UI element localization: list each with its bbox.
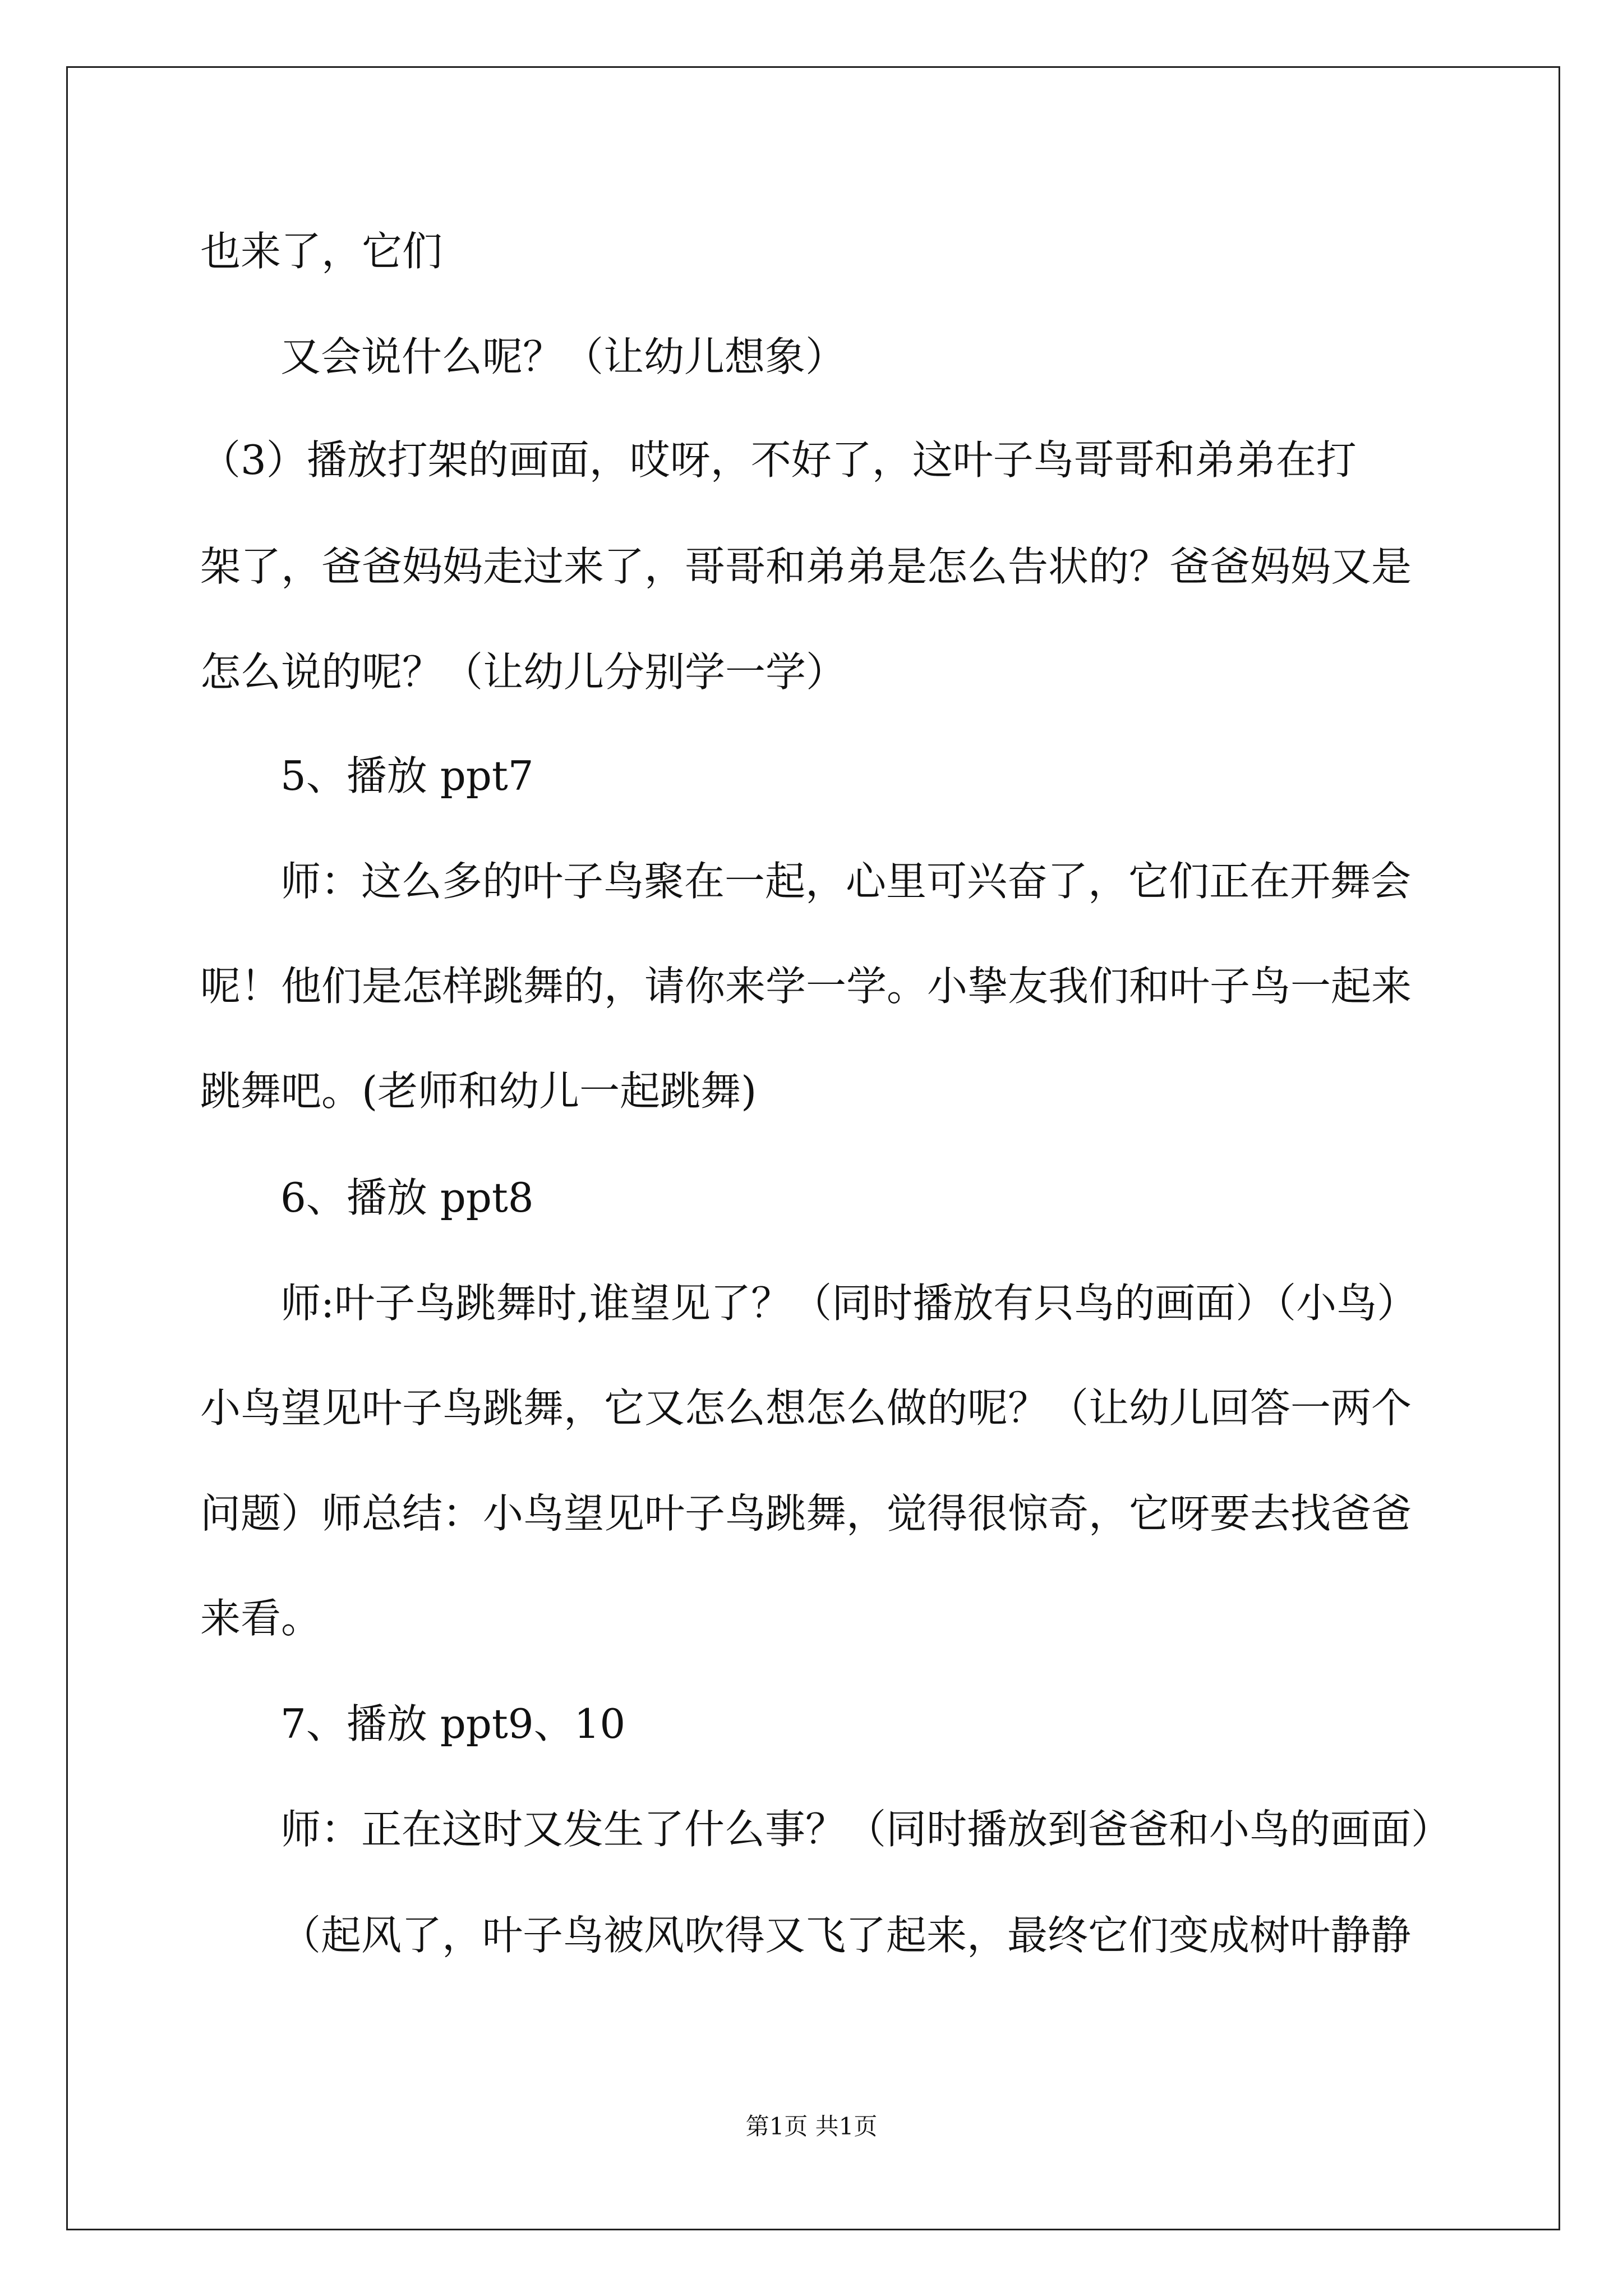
text-line: 小鸟望见叶子鸟跳舞，它又怎么想怎么做的呢？（让幼儿回答一两个 (200, 1384, 1412, 1432)
text-line: 又会说什么呢？（让幼儿想象） (280, 333, 846, 380)
text-line: 跳舞吧。(老师和幼儿一起跳舞) (200, 1068, 757, 1115)
text-line: 怎么说的呢？（让幼儿分别学一学） (200, 648, 847, 696)
page-border (66, 66, 1560, 2230)
page-footer: 第1页 共1页 (745, 2113, 878, 2140)
text-line: 也来了，它们 (200, 228, 443, 275)
text-line: 问题）师总结：小鸟望见叶子鸟跳舞，觉得很惊奇，它呀要去找爸爸 (200, 1490, 1412, 1537)
text-line: 师：这么多的叶子鸟聚在一起，心里可兴奋了，它们正在开舞会 (280, 858, 1412, 905)
text-line: 6、播放 ppt8 (280, 1174, 534, 1221)
text-line: 7、播放 ppt9、10 (280, 1700, 626, 1747)
text-line: 师:叶子鸟跳舞时,谁望见了？（同时播放有只鸟的画面）（小鸟） (280, 1280, 1418, 1327)
text-line: 5、播放 ppt7 (280, 752, 534, 799)
text-line: 呢！他们是怎样跳舞的，请你来学一学。小挚友我们和叶子鸟一起来 (200, 963, 1412, 1010)
text-line: 架了，爸爸妈妈走过来了，哥哥和弟弟是怎么告状的？爸爸妈妈又是 (200, 543, 1412, 590)
text-line: （3）播放打架的画面，哎呀，不好了，这叶子鸟哥哥和弟弟在打 (200, 436, 1357, 484)
text-line: 师：正在这时又发生了什么事？（同时播放到爸爸和小鸟的画面） (280, 1806, 1452, 1853)
text-line: 来看。 (200, 1595, 322, 1642)
text-line: （起风了，叶子鸟被风吹得又飞了起来，最终它们变成树叶静静 (280, 1912, 1412, 1959)
